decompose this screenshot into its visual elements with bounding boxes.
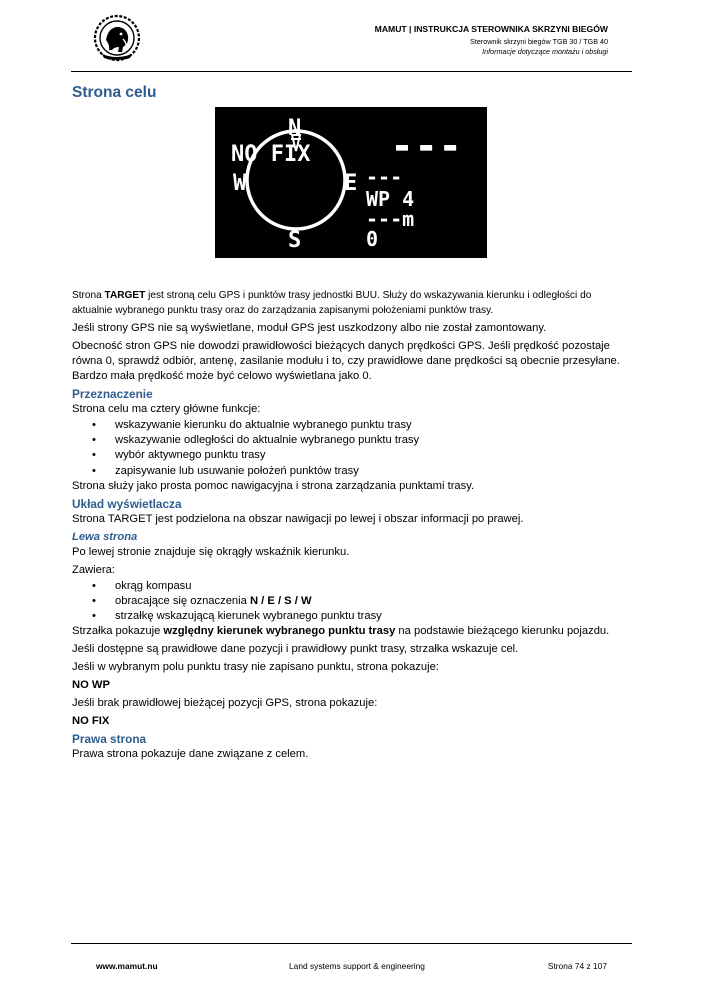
list-item: • zapisywanie lub usuwanie położeń punktów trasy (115, 464, 632, 479)
left-side-p5: Jeśli brak prawidłowej bieżącej pozycji GPS, strona pokazuje: (72, 697, 378, 710)
target-waypoint: WP 4 (366, 187, 415, 211)
header-subtitle: Sterownik skrzyni biegów TGB 30 / TGB 40 (470, 37, 608, 46)
target-page-display (215, 107, 487, 258)
list-item: • strzałkę wskazującą kierunek wybranego punktu trasy (115, 609, 632, 624)
heading-right-side: Prawa strona (72, 732, 147, 747)
left-side-p4: Jeśli w wybranym polu punktu trasy nie zapisano punktu, strona pokazuje: (72, 661, 439, 674)
header-subtitle-italic: Informacje dotyczące montażu i obsługi (482, 47, 608, 56)
intro-paragraph: Strona TARGET jest stroną celu GPS i punktów trasy jednostki BUU. Służy do wskazywania kierunku i odległości do aktualnie wybranego punktu trasy oraz do zarządzania zapisanymi położeniami punktów trasy. (72, 290, 592, 316)
arrow-paragraph: Strzałka pokazuje względny kierunek wybranego punktu trasy na podstawie bieżącego kierunku pojazdu. (72, 625, 610, 638)
target-distance: ---m (366, 207, 415, 231)
list-item: • wybór aktywnego punktu trasy (115, 448, 632, 463)
list-item: • wskazywanie odległości do aktualnie wybranego punktu trasy (115, 433, 632, 448)
footer-website[interactable]: www.mamut.nu (96, 961, 158, 971)
list-item: • obracające się oznaczenia N / E / S / W (115, 594, 632, 609)
footer-tagline: Land systems support & engineering (289, 961, 425, 971)
left-side-list (72, 579, 632, 625)
compass-west: W (233, 171, 247, 196)
target-line1: --- (366, 165, 403, 189)
list-item: • okrąg kompasu (115, 579, 632, 594)
page-content (72, 288, 632, 765)
compass-east: E (344, 171, 358, 196)
target-dashes-top: ▬ ▬ ▬ (396, 134, 457, 158)
header-title: MAMUT | INSTRUKCJA STEROWNIKA SKRZYNI BIEGÓW (374, 24, 608, 34)
left-side-p2: Zawiera: (72, 563, 115, 576)
mamut-logo (92, 14, 142, 62)
target-value: 0 (366, 227, 379, 251)
status-no-fix: NO FIX (231, 142, 311, 167)
heading-left-side: Lewa strona (72, 530, 138, 543)
no-wp-label: NO WP (72, 679, 110, 692)
compass-south: S (288, 228, 302, 253)
layout-text: Strona TARGET jest podzielona na obszar nawigacji po lewej i obszar informacji po prawej. (72, 512, 524, 525)
right-side-p1: Prawa strona pokazuje dane związane z celem. (72, 748, 309, 761)
section-title: Strona celu (72, 84, 157, 101)
left-side-p3: Jeśli dostępne są prawidłowe dane pozycji i prawidłowy punkt trasy, strzałka wskazuje cel. (72, 643, 519, 656)
compass-north: N (288, 116, 302, 141)
left-side-p1: Po lewej stronie znajduje się okrągły wskaźnik kierunku. (72, 545, 350, 558)
purpose-tail: Strona służy jako prosta pomoc nawigacyjna i strona zarządzania punktami trasy. (72, 479, 475, 492)
gps-speed-paragraph: Obecność stron GPS nie dowodzi prawidłowości bieżących danych prędkości GPS. Jeśli prędkość pozostaje równa 0, sprawdź odbiór, antenę, zasilanie modułu i to, czy prawidłowe dane prędkości są obecnie przesyłane. Bardzo mała prędkość może być celowo wyświetlana jako 0. (72, 340, 620, 382)
heading-layout: Układ wyświetlacza (72, 496, 182, 511)
header-divider (71, 71, 632, 72)
footer-page-number: Strona 74 z 107 (547, 961, 607, 971)
footer-divider (71, 943, 632, 944)
gps-missing-paragraph: Jeśli strony GPS nie są wyświetlane, moduł GPS jest uszkodzony albo nie został zamontowany. (72, 322, 547, 334)
purpose-lead: Strona celu ma cztery główne funkcje: (72, 403, 261, 415)
heading-purpose: Przeznaczenie (72, 387, 153, 401)
list-item: • wskazywanie kierunku do aktualnie wybranego punktu trasy (115, 418, 632, 433)
no-fix-label: NO FIX (72, 715, 110, 728)
purpose-list (72, 418, 632, 479)
